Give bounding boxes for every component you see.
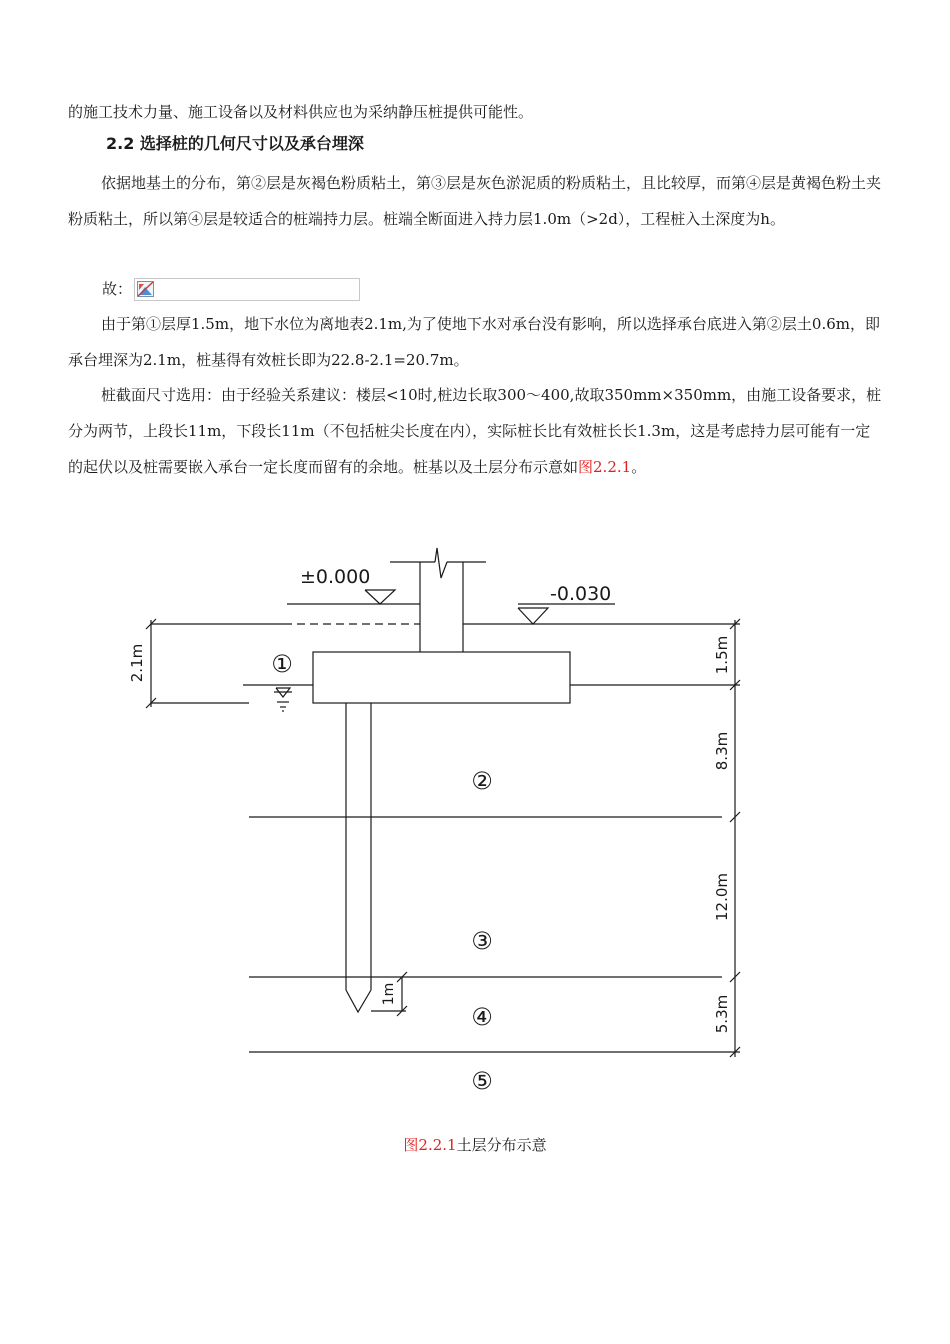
dim-label-embed: 1m [381,982,397,1006]
caption-figure-number: 图2.2.1 [403,1136,457,1154]
ground-elevation-triangle [518,608,548,624]
dim-label-layer3: 12.0m [713,872,731,922]
pile-cap [313,652,570,703]
paragraph-intro-continued: 的施工技术力量、施工设备以及材料供应也为采纳静压桩提供可能性。 [68,103,534,121]
column-break-symbol [435,548,447,578]
layer-marker-2: ② [471,767,493,795]
paragraph-pile-section: 桩截面尺寸选用：由于经验关系建议：楼层<10时,桩边长取300～400,故取350mm×350mm，由施工设备要求，桩分为两节，上段长11m，下段长11m（不包括桩尖长度在内），实际桩长比有效桩长长1.3m，这是考虑持力层可能有一定的起伏以及桩需要嵌入承台一定长度而留有的余地。桩基以及土层分布示意如图2.2.1。 [68,386,882,476]
dim-label-layer1: 1.5m [713,635,731,675]
paragraph-groundwater: 由于第①层厚1.5m，地下水位为离地表2.1m,为了使地下水对承台没有影响，所以选择承台底进入第②层土0.6m，即承台埋深为2.1m，桩基得有效桩长即为22.8-2.1=20.7m。 [68,315,881,369]
caption-text: 土层分布示意 [456,1136,547,1154]
figure-reference-link[interactable]: 图2.2.1 [578,458,632,476]
pile-tip [346,990,371,1012]
layer-marker-4: ④ [471,1003,493,1031]
figure-caption [0,1134,950,1155]
paragraph-soil-layers: 依据地基土的分布，第②层是灰褐色粉质粘土，第③层是灰色淤泥质的粉质粘土，且比较厚，而第④层是黄褐色粉土夹粉质粘土，所以第④层是较适合的桩端持力层。桩端全断面进入持力层1.0m（>2d），工程桩入土深度为h。 [68,174,882,228]
dim-label-layer4: 5.3m [713,994,731,1034]
datum-triangle [365,590,395,604]
label-elev-top: ±0.000 [300,566,371,588]
layer-marker-1: ① [271,650,293,678]
dim-label-left: 2.1m [128,643,146,683]
layer-marker-5: ⑤ [471,1067,493,1095]
dim-label-layer2: 8.3m [713,731,731,771]
label-elev-ground: -0.030 [550,583,612,605]
section-heading: 2.2 选择桩的几何尺寸以及承台埋深 [106,134,364,153]
layer-marker-3: ③ [471,927,493,955]
formula-label: 故： [102,280,133,298]
